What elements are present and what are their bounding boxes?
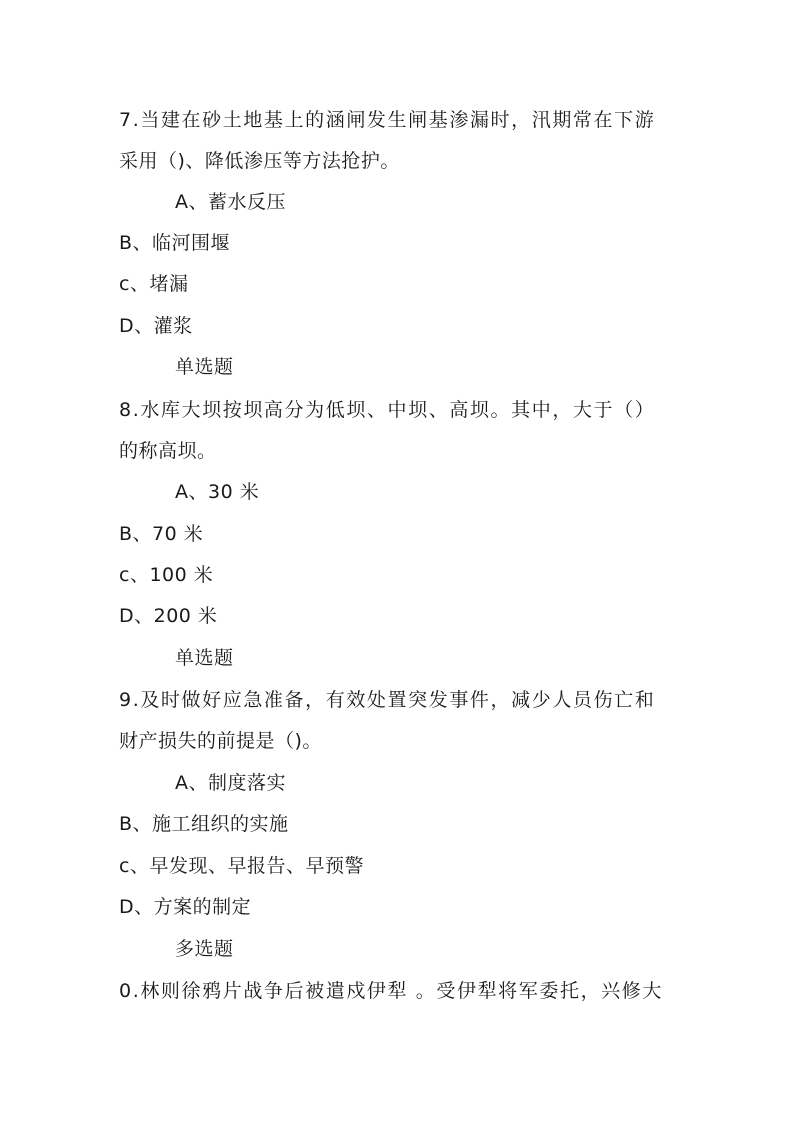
question-9-option-d: D、方案的制定 (119, 896, 252, 918)
question-7-type-label: 单选题 (175, 356, 234, 378)
question-9-option-c: c、早发现、早报告、早预警 (119, 855, 364, 877)
question-8-stem-line-1: 8.水库大坝按坝高分为低坝、中坝、高坝。其中，大于（） (119, 399, 656, 421)
question-8-option-d: D、200 米 (119, 605, 218, 627)
question-8-stem-line-2: 的称高坝。 (119, 440, 217, 462)
question-7-stem-line-1: 7.当建在砂土地基上的涵闸发生闸基渗漏时，汛期常在下游 (119, 109, 656, 131)
question-7-option-b: B、临河围堰 (119, 232, 231, 254)
question-9-stem-line-2: 财产损失的前提是（)。 (119, 730, 322, 752)
question-9-stem-line-1: 9.及时做好应急准备，有效处置突发事件，减少人员伤亡和 (119, 689, 656, 711)
question-7-option-d: D、灌浆 (119, 315, 193, 337)
question-7-stem-line-2: 采用（)、降低渗压等方法抢护。 (119, 150, 400, 172)
question-7-option-a: A、蓄水反压 (175, 191, 286, 213)
question-8-type-label: 单选题 (175, 647, 234, 669)
question-9-option-b: B、施工组织的实施 (119, 813, 289, 835)
question-8-option-b: B、70 米 (119, 523, 204, 545)
question-8-option-a: A、30 米 (175, 481, 260, 503)
question-7-option-c: c、堵漏 (119, 273, 189, 295)
question-9-option-a: A、制度落实 (175, 772, 286, 794)
question-9-type-label: 多选题 (175, 938, 234, 960)
question-8-option-c: c、100 米 (119, 564, 214, 586)
question-10-stem-line-1: 0.林则徐鸦片战争后被遣戍伊犁 。受伊犁将军委托，兴修大 (119, 980, 663, 1002)
